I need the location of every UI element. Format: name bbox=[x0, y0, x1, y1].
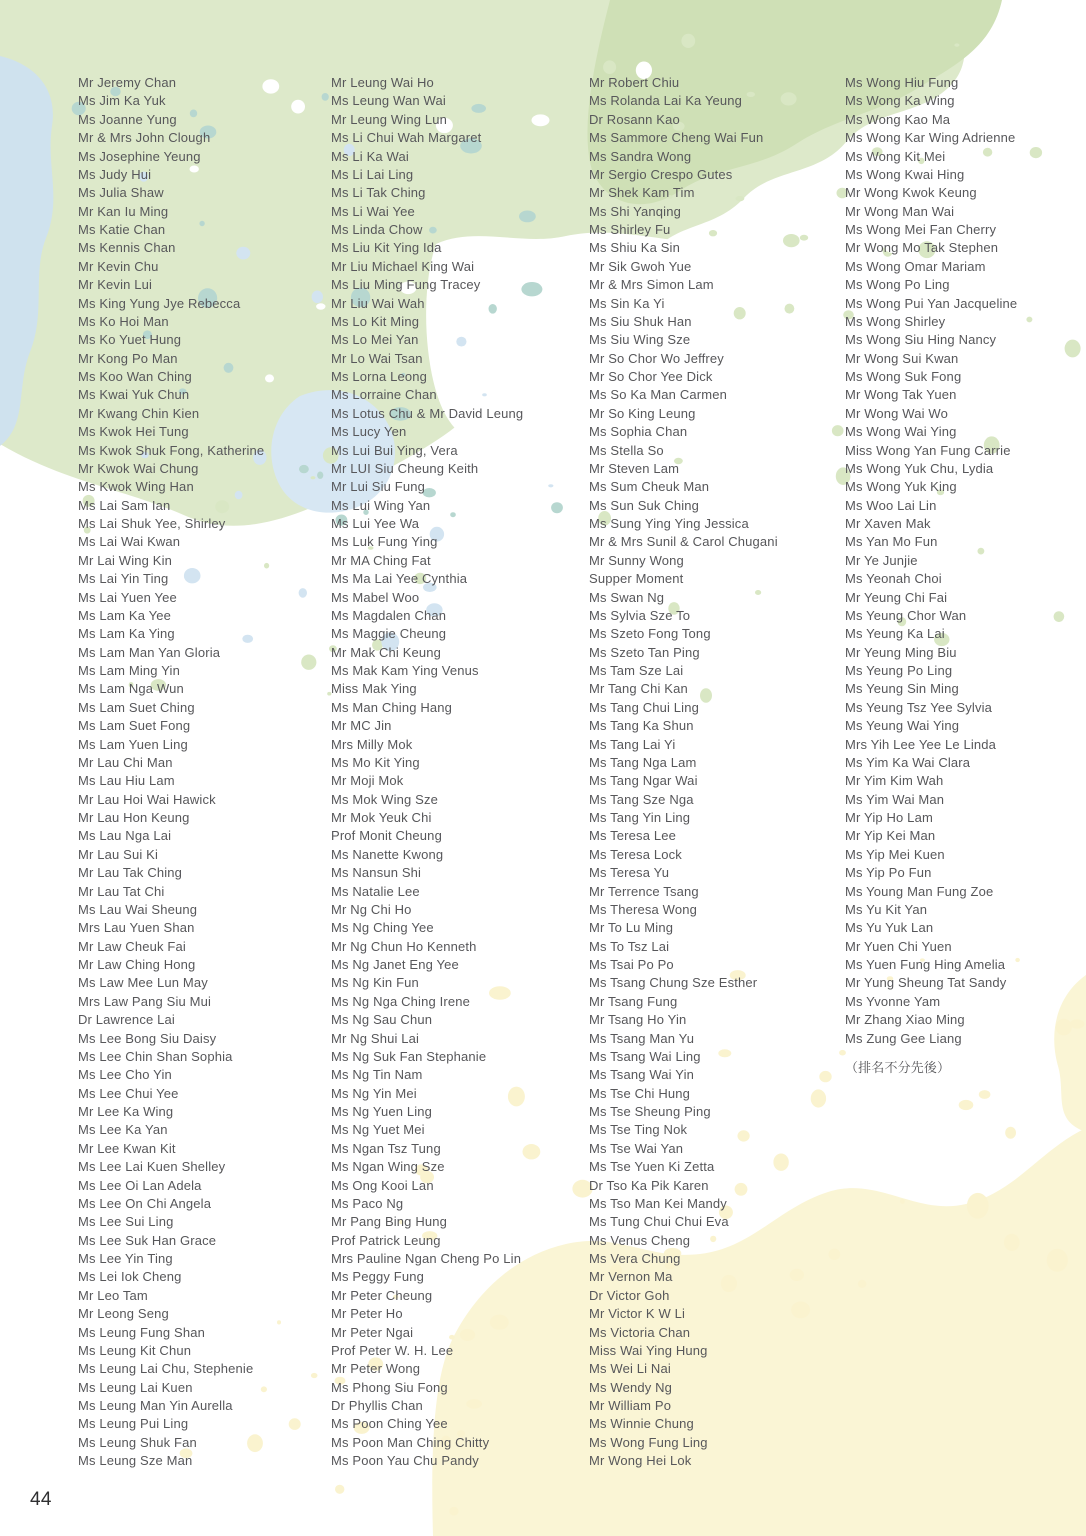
donor-name: Ms Lo Kit Ming bbox=[331, 313, 420, 329]
donor-name: Ms Sun Suk Ching bbox=[589, 497, 700, 513]
donor-name: Ms Tang Ngar Wai bbox=[589, 773, 698, 789]
donor-name: Ms Lee Chin Shan Sophia bbox=[78, 1048, 233, 1064]
donor-name: Ms Wong Po Ling bbox=[845, 277, 950, 293]
donor-name: Ms Linda Chow bbox=[331, 222, 423, 237]
donor-name: Dr Lawrence Lai bbox=[78, 1012, 175, 1028]
donor-name: Ms Mak Kam Ying Venus bbox=[331, 663, 479, 678]
donor-name: Dr Phyllis Chan bbox=[331, 1398, 423, 1413]
donor-name: Ms Tang Yin Ling bbox=[589, 810, 691, 825]
donor-name: Ms Wong Omar Mariam bbox=[845, 258, 986, 274]
donor-name: Ms Leung Kit Chun bbox=[78, 1342, 192, 1358]
donor-name: Mr Liu Wai Wah bbox=[331, 295, 425, 311]
donor-name: Ms Sum Cheuk Man bbox=[589, 479, 710, 495]
donor-name: Mr Steven Lam bbox=[589, 460, 680, 476]
donor-name: Ms Lui Yee Wa bbox=[331, 516, 420, 531]
donor-name: Ms Kwok Hei Tung bbox=[78, 424, 189, 440]
donor-name: Ms Young Man Fung Zoe bbox=[845, 883, 994, 899]
donor-name: Ms Tang Sze Nga bbox=[589, 791, 694, 807]
donor-name: Ms Kwai Yuk Chun bbox=[78, 387, 190, 403]
donor-name: Ms Lau Nga Lai bbox=[78, 828, 172, 844]
donor-name: Ms Teresa Lock bbox=[589, 846, 682, 862]
donor-name: Ms Wong Fung Ling bbox=[589, 1434, 708, 1450]
donor-name: Ms Lee On Chi Angela bbox=[78, 1195, 212, 1211]
donor-name: Ms Shiu Ka Sin bbox=[589, 240, 680, 256]
donor-name: Ms Wong Kar Wing Adrienne bbox=[845, 130, 1016, 146]
donor-name: Ms Lai Yuen Yee bbox=[78, 589, 177, 605]
donor-name: Mrs Law Pang Siu Mui bbox=[78, 993, 212, 1009]
donor-name: Mr Yeung Ming Biu bbox=[845, 644, 957, 660]
donor-name: Ms Wong Shirley bbox=[845, 313, 946, 329]
donor-name: Ms Lorna Leong bbox=[331, 369, 428, 384]
donor-name: Ms Wong Suk Fong bbox=[845, 369, 962, 384]
donor-name: Mr Wong Mo Tak Stephen bbox=[845, 240, 999, 256]
donor-name: Ms Tang Ka Shun bbox=[589, 718, 694, 734]
donor-name: Ms Leung Wan Wai bbox=[331, 93, 446, 109]
donor-name: Ms So Ka Man Carmen bbox=[589, 387, 727, 403]
donor-name: Mr Mok Yeuk Chi bbox=[331, 810, 432, 825]
donor-name: Ms Lee Yin Ting bbox=[78, 1251, 173, 1266]
donor-name: Ms Ng Nga Ching Irene bbox=[331, 993, 470, 1009]
donor-name: Ms Ma Lai Yee Cynthia bbox=[331, 571, 468, 587]
name-column-4-list bbox=[845, 74, 1017, 1048]
donor-name: Mr Wong Kwok Keung bbox=[845, 185, 977, 201]
donor-name: Ms Joanne Yung bbox=[78, 111, 177, 127]
donor-name: Ms Tse Yuen Ki Zetta bbox=[589, 1159, 715, 1175]
donor-name: Dr Victor Goh bbox=[589, 1287, 670, 1303]
donor-name: Mr Ng Chi Ho bbox=[331, 901, 412, 917]
donor-name: Mr Law Cheuk Fai bbox=[78, 938, 186, 954]
donor-name: Ms Tse Ting Nok bbox=[589, 1122, 688, 1138]
donor-name: Mr Peter Ho bbox=[331, 1306, 403, 1322]
donor-name: Ms Wong Kwai Hing bbox=[845, 166, 965, 182]
donor-name: Ms Tsai Po Po bbox=[589, 957, 674, 972]
donor-name: Mr Kong Po Man bbox=[78, 350, 178, 366]
donor-name: Ms Wong Kao Ma bbox=[845, 111, 951, 127]
donor-name: Ms Tsang Wai Yin bbox=[589, 1067, 694, 1083]
donor-name: Mr Lau Tak Ching bbox=[78, 865, 183, 881]
donor-name: Mrs Milly Mok bbox=[331, 736, 413, 752]
donor-name: Ms Lam Suet Fong bbox=[78, 718, 191, 734]
donor-name: Mr & Mrs Simon Lam bbox=[589, 277, 714, 293]
donor-name: Mr Peter Cheung bbox=[331, 1287, 433, 1303]
donor-name: Ms Ng Janet Eng Yee bbox=[331, 957, 459, 972]
donor-name: Ms Yeung Sin Ming bbox=[845, 681, 959, 697]
donor-name: Mr Peter Ngai bbox=[331, 1324, 414, 1340]
donor-name: Mr Shek Kam Tim bbox=[589, 185, 695, 201]
donor-name: Ms Sylvia Sze To bbox=[589, 607, 691, 623]
donor-name: Mr Sik Gwoh Yue bbox=[589, 258, 692, 274]
donor-name: Ms Leung Fung Shan bbox=[78, 1324, 206, 1340]
donor-name: Mr LUI Siu Cheung Keith bbox=[331, 460, 479, 476]
donor-name: Ms Julia Shaw bbox=[78, 185, 164, 201]
donor-name: Ms Lau Wai Sheung bbox=[78, 901, 198, 917]
donor-name: Ms Venus Cheng bbox=[589, 1232, 691, 1248]
donor-name: Mr MA Ching Fat bbox=[331, 552, 431, 568]
donor-name: Ms Ong Kooi Lan bbox=[331, 1177, 434, 1193]
donor-name: Ms Lam Yuen Ling bbox=[78, 736, 188, 752]
donor-name: Ms Tsang Man Yu bbox=[589, 1030, 695, 1046]
donor-name: Mr Kan Iu Ming bbox=[78, 203, 169, 219]
donor-name: Ms Leung Lai Kuen bbox=[78, 1379, 193, 1395]
donor-name: Mr Sergio Crespo Gutes bbox=[589, 166, 733, 182]
donor-name: Mr Lau Sui Ki bbox=[78, 846, 158, 862]
donor-name: Ms Ng Ching Yee bbox=[331, 920, 434, 936]
donor-name: Ms Lui Wing Yan bbox=[331, 497, 431, 513]
donor-name: Ms Wong Yuk Chu, Lydia bbox=[845, 460, 994, 476]
donor-name: Mr So Chor Yee Dick bbox=[589, 369, 713, 384]
donor-name: Ms Jim Ka Yuk bbox=[78, 93, 166, 109]
donor-name: Ms Yeonah Choi bbox=[845, 571, 942, 587]
donor-name: Ms Leung Pui Ling bbox=[78, 1416, 189, 1432]
donor-name: Ms Yuen Fung Hing Amelia bbox=[845, 957, 1006, 972]
donor-name: Ms Ngan Wing Sze bbox=[331, 1159, 445, 1175]
donor-name: Mr So Chor Wo Jeffrey bbox=[589, 350, 724, 366]
donor-name: Ms Yu Yuk Lan bbox=[845, 920, 934, 936]
donor-name: Ms Swan Ng bbox=[589, 589, 665, 605]
donor-name: Mr Peter Wong bbox=[331, 1361, 421, 1377]
donor-name: Mr Kwang Chin Kien bbox=[78, 405, 200, 421]
ordering-note: （排名不分先後） bbox=[845, 1059, 951, 1075]
donor-name: Prof Patrick Leung bbox=[331, 1232, 441, 1248]
donor-name: Ms Sin Ka Yi bbox=[589, 295, 665, 311]
donor-name: Ms Tam Sze Lai bbox=[589, 663, 684, 678]
donor-name: Miss Wai Ying Hung bbox=[589, 1342, 708, 1358]
donor-name: Ms Kwok Wing Han bbox=[78, 479, 194, 495]
donor-name: Ms Tang Lai Yi bbox=[589, 736, 676, 752]
donor-name: Ms Tsang Wai Ling bbox=[589, 1048, 701, 1064]
donor-name: Mr Lau Hoi Wai Hawick bbox=[78, 791, 216, 807]
donor-name: Ms Li Chui Wah Margaret bbox=[331, 130, 482, 146]
donor-name: Dr Rosann Kao bbox=[589, 111, 680, 127]
donor-name: Ms Yeung Tsz Yee Sylvia bbox=[845, 699, 993, 715]
donor-name: Mr & Mrs John Clough bbox=[78, 130, 211, 146]
donor-name: Ms Tse Chi Hung bbox=[589, 1085, 690, 1101]
donor-name: Mr Law Ching Hong bbox=[78, 957, 196, 972]
name-column-3 bbox=[589, 74, 778, 1471]
donor-name: Mr Vernon Ma bbox=[589, 1269, 673, 1285]
donor-name: Ms Lam Ka Ying bbox=[78, 626, 175, 642]
donor-name: Mr Wong Wai Wo bbox=[845, 405, 948, 421]
donor-name: Ms Lam Man Yan Gloria bbox=[78, 644, 221, 660]
donor-name: Ms King Yung Jye Rebecca bbox=[78, 295, 241, 311]
donor-name: Ms Nansun Shi bbox=[331, 865, 422, 881]
donor-name: Ms Sandra Wong bbox=[589, 148, 692, 164]
donor-name: Ms Theresa Wong bbox=[589, 901, 697, 917]
donor-name: Ms Tang Chui Ling bbox=[589, 699, 699, 715]
donor-name: Mr Sunny Wong bbox=[589, 552, 684, 568]
name-column-1 bbox=[78, 74, 264, 1471]
donor-name: Ms Tang Nga Lam bbox=[589, 754, 697, 770]
donor-name: Ms Wong Kit Mei bbox=[845, 148, 946, 164]
donor-name: Ms Lee Cho Yin bbox=[78, 1067, 172, 1083]
donor-name: Ms Li Lai Ling bbox=[331, 166, 414, 182]
donor-name: Miss Wong Yan Fung Carrie bbox=[845, 442, 1011, 458]
donor-name: Ms To Tsz Lai bbox=[589, 938, 670, 954]
donor-name: Ms Ng Yuen Ling bbox=[331, 1104, 433, 1119]
donor-name: Ms Lam Nga Wun bbox=[78, 681, 184, 697]
donor-name: Ms Luk Fung Ying bbox=[331, 534, 438, 550]
donor-name: Ms Sophia Chan bbox=[589, 424, 688, 440]
donor-name: Mr Tsang Fung bbox=[589, 993, 678, 1009]
donor-name: Ms Tung Chui Chui Eva bbox=[589, 1214, 729, 1230]
donor-name: Ms Woo Lai Lin bbox=[845, 497, 937, 513]
donor-name: Mr Moji Mok bbox=[331, 773, 404, 789]
donor-name: Mr Wong Sui Kwan bbox=[845, 350, 959, 366]
donor-name: Dr Tso Ka Pik Karen bbox=[589, 1177, 709, 1193]
donor-name: Mr Wong Hei Lok bbox=[589, 1453, 692, 1469]
donor-name: Ms Ng Tin Nam bbox=[331, 1067, 423, 1083]
donor-name: Ms Wong Hiu Fung bbox=[845, 75, 959, 90]
donor-name: Ms Lai Sam Ian bbox=[78, 497, 171, 513]
donor-name: Mr Lo Wai Tsan bbox=[331, 350, 423, 366]
donor-name: Ms Mok Wing Sze bbox=[331, 791, 438, 807]
donor-name: Ms Lee Chui Yee bbox=[78, 1085, 179, 1101]
donor-name: Mr Leung Wing Lun bbox=[331, 111, 448, 127]
donor-name: Ms Yu Kit Yan bbox=[845, 901, 928, 917]
donor-name: Ms Ko Yuet Hung bbox=[78, 332, 182, 348]
donor-name: Ms Wong Wai Ying bbox=[845, 424, 957, 440]
donor-name: Mr Yip Kei Man bbox=[845, 828, 936, 844]
donor-name: Mr Mak Chi Keung bbox=[331, 644, 442, 660]
donor-name: Ms Ngan Tsz Tung bbox=[331, 1140, 441, 1156]
donor-name: Ms Wong Pui Yan Jacqueline bbox=[845, 295, 1018, 311]
donor-name: Ms Ko Hoi Man bbox=[78, 313, 169, 329]
donor-name: Ms Katie Chan bbox=[78, 222, 166, 237]
donor-name: Mrs Pauline Ngan Cheng Po Lin bbox=[331, 1251, 522, 1266]
donor-name: Ms Li Wai Yee bbox=[331, 203, 415, 219]
donor-name: Ms Poon Man Ching Chitty bbox=[331, 1434, 490, 1450]
donor-name: Ms Ng Yuet Mei bbox=[331, 1122, 425, 1138]
donor-name: Ms Kennis Chan bbox=[78, 240, 176, 256]
donor-name: Mr Yung Sheung Tat Sandy bbox=[845, 975, 1007, 991]
donor-name: Mr Lai Wing Kin bbox=[78, 552, 172, 568]
donor-name: Ms Leung Sze Man bbox=[78, 1453, 193, 1469]
donor-name: Ms Lai Wai Kwan bbox=[78, 534, 181, 550]
donor-name: Mr Leung Wai Ho bbox=[331, 75, 434, 90]
donor-name: Supper Moment bbox=[589, 571, 684, 587]
donor-name: Ms Yeung Po Ling bbox=[845, 663, 953, 678]
donor-name: Ms Lee Sui Ling bbox=[78, 1214, 174, 1230]
donor-name: Ms Li Ka Wai bbox=[331, 148, 409, 164]
donor-name: Ms Josephine Yeung bbox=[78, 148, 201, 164]
donor-name: Ms Wong Mei Fan Cherry bbox=[845, 222, 997, 237]
donor-name: Ms Lee Ka Yan bbox=[78, 1122, 168, 1138]
donor-name: Mr Xaven Mak bbox=[845, 516, 931, 531]
donor-name: Prof Monit Cheung bbox=[331, 828, 442, 844]
donor-name: Ms Szeto Fong Tong bbox=[589, 626, 711, 642]
donor-name: Ms Lo Mei Yan bbox=[331, 332, 419, 348]
donor-name: Ms Yvonne Yam bbox=[845, 993, 941, 1009]
donor-name: Ms Yip Mei Kuen bbox=[845, 846, 945, 862]
donor-name: Mr Wong Tak Yuen bbox=[845, 387, 957, 403]
donor-name: Ms Lai Yin Ting bbox=[78, 571, 169, 587]
donor-name: Ms Siu Wing Sze bbox=[589, 332, 691, 348]
donor-name: Mr Lee Kwan Kit bbox=[78, 1140, 176, 1156]
donor-name: Ms Shirley Fu bbox=[589, 222, 671, 237]
donor-name: Ms Shi Yanqing bbox=[589, 203, 681, 219]
donor-name: Ms Leung Shuk Fan bbox=[78, 1434, 197, 1450]
donor-name: Ms Lucy Yen bbox=[331, 424, 407, 440]
donor-name: Ms Wei Li Nai bbox=[589, 1361, 671, 1377]
page-number: 44 bbox=[30, 1489, 52, 1510]
donor-name: Ms Teresa Yu bbox=[589, 865, 670, 881]
donor-name: Ms Nanette Kwong bbox=[331, 846, 444, 862]
donor-name: Ms Natalie Lee bbox=[331, 883, 420, 899]
donor-name: Mr Robert Chiu bbox=[589, 75, 680, 90]
donor-name: Mr Yim Kim Wah bbox=[845, 773, 944, 789]
donor-name: Mr Ye Junjie bbox=[845, 552, 918, 568]
donor-name: Mr Leong Seng bbox=[78, 1306, 169, 1322]
donor-name: Mr Kwok Wai Chung bbox=[78, 460, 199, 476]
donor-name: Ms Wong Siu Hing Nancy bbox=[845, 332, 997, 348]
donor-name: Ms Ng Yin Mei bbox=[331, 1085, 417, 1101]
donor-name: Mr Ng Shui Lai bbox=[331, 1030, 420, 1046]
donor-name: Mr Yip Ho Lam bbox=[845, 810, 933, 825]
donor-name: Mr Lui Siu Fung bbox=[331, 479, 426, 495]
donor-name: Ms Yeung Ka Lai bbox=[845, 626, 945, 642]
donor-name: Ms Man Ching Hang bbox=[331, 699, 453, 715]
donor-name: Mr Lau Hon Keung bbox=[78, 810, 190, 825]
donor-name: Ms Phong Siu Fong bbox=[331, 1379, 448, 1395]
donor-name: Ms Poon Ching Yee bbox=[331, 1416, 448, 1432]
donor-name: Mr Wong Man Wai bbox=[845, 203, 955, 219]
donor-name: Mr Pang Bing Hung bbox=[331, 1214, 448, 1230]
donor-name: Ms Teresa Lee bbox=[589, 828, 676, 844]
donor-name: Ms Lau Hiu Lam bbox=[78, 773, 175, 789]
donor-name: Ms Ng Sau Chun bbox=[331, 1012, 433, 1028]
donor-name: Mr Liu Michael King Wai bbox=[331, 258, 475, 274]
donor-name: Mrs Lau Yuen Shan bbox=[78, 920, 195, 936]
donor-name: Mr Victor K W Li bbox=[589, 1306, 686, 1322]
name-column-2 bbox=[331, 74, 523, 1471]
donor-name: Mr To Lu Ming bbox=[589, 920, 674, 936]
donor-name: Prof Peter W. H. Lee bbox=[331, 1342, 454, 1358]
donor-name: Ms Stella So bbox=[589, 442, 664, 458]
donor-name: Ms Lam Ming Yin bbox=[78, 663, 180, 678]
donor-name: Miss Mak Ying bbox=[331, 681, 417, 697]
donor-name: Ms Lee Lai Kuen Shelley bbox=[78, 1159, 226, 1175]
donor-name: Mr Zhang Xiao Ming bbox=[845, 1012, 965, 1028]
donor-name: Mr Lee Ka Wing bbox=[78, 1104, 174, 1119]
donor-name: Ms Yeung Wai Ying bbox=[845, 718, 960, 734]
donor-name: Mr Yeung Chi Fai bbox=[845, 589, 948, 605]
donor-name: Mr Terrence Tsang bbox=[589, 883, 699, 899]
donor-name: Ms Yeung Chor Wan bbox=[845, 607, 967, 623]
donor-name: Ms Lai Shuk Yee, Shirley bbox=[78, 516, 226, 531]
donor-name: Ms Winnie Chung bbox=[589, 1416, 694, 1432]
donor-name: Ms Kwok Shuk Fong, Katherine bbox=[78, 442, 265, 458]
donor-name: Mr Leo Tam bbox=[78, 1287, 148, 1303]
donor-name: Ms Tsang Chung Sze Esther bbox=[589, 975, 758, 991]
donor-name: Ms Mabel Woo bbox=[331, 589, 420, 605]
donor-name: Mr Yuen Chi Yuen bbox=[845, 938, 952, 954]
donor-name: Ms Leung Lai Chu, Stephenie bbox=[78, 1361, 254, 1377]
donor-name: Ms Mo Kit Ying bbox=[331, 754, 420, 770]
donor-name: Ms Yip Po Fun bbox=[845, 865, 932, 881]
donor-name: Ms Victoria Chan bbox=[589, 1324, 691, 1340]
donor-name: Ms Lorraine Chan bbox=[331, 387, 437, 403]
donor-name: Ms Paco Ng bbox=[331, 1195, 404, 1211]
donor-name: Ms Wong Yuk King bbox=[845, 479, 957, 495]
name-column-4 bbox=[845, 74, 1017, 1077]
donor-name: Ms Yim Ka Wai Clara bbox=[845, 754, 971, 770]
donor-name: Mr Lau Tat Chi bbox=[78, 883, 165, 899]
donor-name: Ms Rolanda Lai Ka Yeung bbox=[589, 93, 743, 109]
donor-name: Ms Szeto Tan Ping bbox=[589, 644, 700, 660]
donor-name: Ms Judy Hui bbox=[78, 166, 152, 182]
donor-name: Ms Lotus Chu & Mr David Leung bbox=[331, 405, 524, 421]
donor-name: Ms Peggy Fung bbox=[331, 1269, 424, 1285]
donor-name: Ms Li Tak Ching bbox=[331, 185, 426, 201]
donor-name: Mrs Yih Lee Yee Le Linda bbox=[845, 736, 997, 752]
donor-name: Ms Tso Man Kei Mandy bbox=[589, 1195, 727, 1211]
donor-name: Mr Jeremy Chan bbox=[78, 75, 177, 90]
donor-name: Ms Ng Kin Fun bbox=[331, 975, 419, 991]
donor-name: Ms Lam Suet Ching bbox=[78, 699, 195, 715]
donor-name: Ms Liu Kit Ying Ida bbox=[331, 240, 442, 256]
donor-name: Ms Siu Shuk Han bbox=[589, 313, 692, 329]
donor-name: Ms Zung Gee Liang bbox=[845, 1030, 962, 1046]
donor-name: Ms Sammore Cheng Wai Fun bbox=[589, 130, 764, 146]
donor-name: Ms Wong Ka Wing bbox=[845, 93, 955, 109]
donor-name: Mr Ng Chun Ho Kenneth bbox=[331, 938, 477, 954]
donor-name: Mr & Mrs Sunil & Carol Chugani bbox=[589, 534, 778, 550]
donor-name: Mr William Po bbox=[589, 1398, 672, 1413]
donor-name: Ms Ng Suk Fan Stephanie bbox=[331, 1048, 487, 1064]
donor-name: Mr Kevin Lui bbox=[78, 277, 153, 293]
donor-name: Ms Koo Wan Ching bbox=[78, 369, 192, 384]
donor-name: Ms Wendy Ng bbox=[589, 1379, 673, 1395]
donor-name: Mr Kevin Chu bbox=[78, 258, 159, 274]
donor-name: Mr So King Leung bbox=[589, 405, 696, 421]
donor-name: Mr MC Jin bbox=[331, 718, 392, 734]
donor-name: Ms Lam Ka Yee bbox=[78, 607, 172, 623]
donor-name: Ms Poon Yau Chu Pandy bbox=[331, 1453, 479, 1469]
donor-name: Ms Sung Ying Ying Jessica bbox=[589, 516, 749, 531]
donor-name: Ms Tse Wai Yan bbox=[589, 1140, 684, 1156]
donor-name: Mr Lau Chi Man bbox=[78, 754, 173, 770]
donor-name: Ms Law Mee Lun May bbox=[78, 975, 208, 991]
donor-name: Ms Vera Chung bbox=[589, 1251, 681, 1266]
donor-name: Ms Maggie Cheung bbox=[331, 626, 447, 642]
donor-name: Ms Lei Iok Cheng bbox=[78, 1269, 182, 1285]
donor-name: Ms Lee Oi Lan Adela bbox=[78, 1177, 202, 1193]
donor-name: Ms Yan Mo Fun bbox=[845, 534, 938, 550]
donor-name: Ms Lee Bong Siu Daisy bbox=[78, 1030, 217, 1046]
donor-name: Ms Magdalen Chan bbox=[331, 607, 447, 623]
donor-name: Ms Lee Suk Han Grace bbox=[78, 1232, 217, 1248]
donor-name: Ms Leung Man Yin Aurella bbox=[78, 1398, 233, 1413]
donor-name: Ms Liu Ming Fung Tracey bbox=[331, 277, 481, 293]
donor-name: Ms Lui Bui Ying, Vera bbox=[331, 442, 458, 458]
donor-name: Ms Yim Wai Man bbox=[845, 791, 945, 807]
donor-name: Mr Tang Chi Kan bbox=[589, 681, 688, 697]
donor-name: Ms Tse Sheung Ping bbox=[589, 1104, 711, 1119]
donor-name: Mr Tsang Ho Yin bbox=[589, 1012, 687, 1028]
